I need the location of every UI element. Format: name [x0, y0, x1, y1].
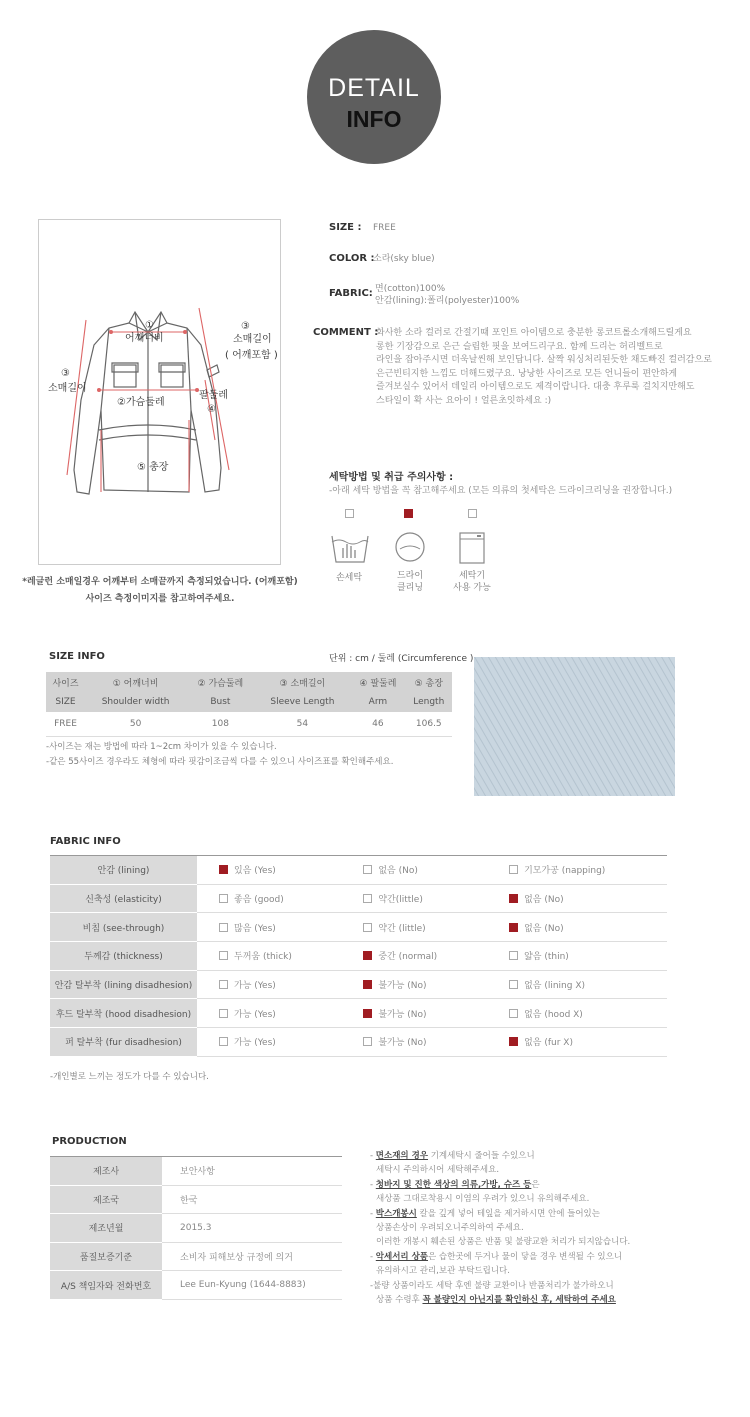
comment-line: 즐겨보실수 있어서 데일리 아이템으로도 제격이랍니다. 대충 후루룩 걸치지만해도 — [376, 382, 695, 393]
checkbox-icon — [363, 923, 372, 932]
checkbox-icon — [219, 923, 228, 932]
production-label: 제조사 — [50, 1157, 162, 1186]
production-value: 2015.3 — [162, 1214, 342, 1243]
note-text: 기계세탁시 줄어들 수있으니 — [428, 1151, 535, 1161]
fabric-info-title: FABRIC INFO — [50, 836, 121, 847]
fabric-option: 두꺼움 (thick) — [234, 952, 292, 963]
label-n4: ④ — [207, 404, 216, 415]
dry-clean-icon — [393, 530, 427, 564]
checkbox-icon — [509, 1037, 518, 1046]
machine-wash-label-1: 세탁기 — [458, 571, 486, 581]
fabric-option: 기모가공 (napping) — [524, 866, 606, 877]
size-value: FREE — [373, 223, 396, 233]
note-line: -불량 상품이라도 세탁 후엔 불량 교환이나 반품처리가 불가하오니 — [370, 1280, 614, 1291]
comment-line: 라인을 잡아주시면 더욱날씬해 보인답니다. 살짝 워싱처리된듯한 채도빠진 컬러감으로 — [376, 355, 712, 366]
fabric-row-label: 안감 (lining) — [50, 856, 197, 885]
size-info-title: SIZE INFO — [49, 651, 105, 662]
fabric-note: -개인별로 느끼는 정도가 다를 수 있습니다. — [50, 1072, 209, 1082]
machine-wash-checkbox — [468, 509, 477, 518]
checkbox-icon — [219, 1037, 228, 1046]
size-header-cell: Bust — [186, 692, 254, 712]
table-row — [50, 999, 667, 1028]
size-label: SIZE : — [329, 222, 362, 233]
size-cell: FREE — [46, 712, 85, 736]
hand-wash-icon — [329, 530, 371, 566]
table-row — [50, 1242, 342, 1271]
production-value: Lee Eun-Kyung (1644-8883) — [162, 1271, 342, 1300]
production-title: PRODUCTION — [52, 1136, 127, 1147]
table-row — [50, 942, 667, 971]
machine-wash-label-2: 사용 가능 — [453, 583, 491, 593]
checkbox-icon — [219, 894, 228, 903]
fabric-option: 없음 (No) — [524, 923, 564, 934]
fabric-line2: 안감(lining):폴리(polyester)100% — [375, 296, 520, 306]
fabric-table — [50, 855, 667, 1057]
size-table — [46, 672, 452, 737]
production-label: A/S 책임자와 전화번호 — [50, 1271, 162, 1300]
note-text: 은 — [531, 1179, 540, 1190]
fabric-option: 불가능 (No) — [378, 1009, 427, 1020]
fabric-option: 없음 (No) — [378, 866, 418, 877]
note-text: 은 습한곳에 두거나 물이 닿을 경우 변색될 수 있으니 — [428, 1251, 623, 1262]
table-row — [50, 1185, 342, 1214]
fabric-option: 없음 (hood X) — [524, 1009, 583, 1020]
label-sleeve-right: 소매길이 — [233, 334, 272, 345]
size-note-1: -사이즈는 재는 방법에 따라 1~2cm 차이가 있을 수 있습니다. — [46, 742, 277, 752]
fabric-row-label: 퍼 탈부착 (fur disadhesion) — [50, 1028, 197, 1057]
size-header-cell: Length — [406, 692, 452, 712]
label-sleeve-left: 소매길이 — [48, 383, 87, 394]
size-cell: 106.5 — [406, 712, 452, 736]
fabric-option: 가능 (Yes) — [234, 1009, 276, 1020]
measurement-illustration — [38, 219, 281, 565]
checkbox-icon — [509, 980, 518, 989]
note-line: 새상품 그대로착용시 이염의 우려가 있으니 유의해주세요. — [376, 1194, 590, 1205]
checkbox-icon — [509, 1009, 518, 1018]
checkbox-icon — [219, 951, 228, 960]
production-value: 소비자 피해보상 규정에 의거 — [162, 1242, 342, 1271]
color-label: COLOR : — [329, 253, 375, 264]
badge-line1: DETAIL — [328, 74, 420, 102]
table-row — [50, 1028, 667, 1057]
size-header-cell: ② 가슴둘레 — [186, 672, 254, 692]
checkbox-icon — [509, 951, 518, 960]
label-arm: 팔둘레 — [199, 390, 228, 401]
hand-wash-label: 손세탁 — [335, 573, 363, 583]
checkbox-icon — [219, 865, 228, 874]
note-text: - — [370, 1251, 376, 1262]
comment-line: 스타일이 확 사는 요아이 ! 얼른초잇하세요 :) — [376, 395, 552, 406]
dry-clean-label-1: 드라이 — [396, 571, 424, 581]
table-row — [50, 970, 667, 999]
note-line — [370, 1207, 630, 1221]
fabric-option: 불가능 (No) — [378, 1038, 427, 1049]
fabric-option: 가능 (Yes) — [234, 981, 276, 992]
fabric-option: 불가능 (No) — [378, 981, 427, 992]
note-line — [370, 1293, 630, 1307]
fabric-option: 약간(little) — [378, 895, 423, 906]
fabric-option: 없음 (fur X) — [524, 1038, 573, 1049]
comment-line: 은근빈티지한 느낌도 더해드렸구요. 낭낭한 사이즈로 모든 언니들이 편안하게 — [376, 368, 678, 379]
fabric-option: 얇음 (thin) — [524, 952, 569, 963]
note-line: 이러한 개봉시 훼손된 상품은 반품 및 불량교환 처리가 되지않습니다. — [376, 1237, 631, 1248]
note-text: - — [370, 1151, 376, 1161]
comment-line: 화사한 소라 컬러로 간절기때 포인트 아이템으로 충분한 롱코트롤소개해드릴게요 — [376, 328, 692, 338]
size-header-cell: 사이즈 — [46, 672, 85, 692]
care-title: 세탁방법 및 취급 주의사항 : — [329, 472, 454, 483]
checkbox-icon — [363, 894, 372, 903]
fabric-option: 없음 (No) — [524, 895, 564, 906]
comment-label: COMMENT : — [313, 327, 379, 338]
checkbox-icon — [219, 1009, 228, 1018]
dry-clean-label-2: 클리닝 — [396, 583, 424, 593]
checkbox-icon — [509, 894, 518, 903]
size-header-cell: ③ 소매길이 — [255, 672, 351, 692]
fabric-option: 있음 (Yes) — [234, 866, 276, 877]
badge-line2: INFO — [346, 106, 402, 132]
care-subtitle: -아래 세탁 방법을 꼭 참고해주세요 (모든 의류의 첫세탁은 드라이크리닝을 권장합니다.) — [329, 486, 673, 496]
fabric-row-label: 두께감 (thickness) — [50, 942, 197, 971]
size-header-en — [46, 692, 452, 712]
size-info-unit: 단위 : cm / 둘레 (Circumference ) — [329, 654, 474, 664]
note-text: 상품 수령후 — [376, 1295, 423, 1306]
comment-line: 롱한 기장감으로 은근 슬림한 핏을 보여드리구요. 함께 드리는 허리벨트로 — [376, 341, 663, 352]
note-line — [370, 1149, 630, 1163]
fabric-row-label: 후드 탈부착 (hood disadhesion) — [50, 999, 197, 1028]
washing-machine-icon — [457, 530, 487, 566]
detail-info-badge — [307, 30, 441, 164]
illustration-note-1: *레글런 소매일경우 어깨부터 소매끝까지 측정되었습니다. (어깨포함) — [22, 577, 298, 587]
label-n1: ① — [145, 320, 154, 331]
size-header-cell: ① 어깨너비 — [85, 672, 186, 692]
production-value: 보안사항 — [162, 1157, 342, 1186]
table-row — [50, 1214, 342, 1243]
fabric-row-label: 비침 (see-through) — [50, 913, 197, 942]
fabric-swatch-image — [474, 657, 675, 796]
label-shoulder: 어깨너비 — [125, 333, 164, 344]
note-emphasis: 악세서리 상품 — [375, 1251, 429, 1262]
size-header-cell: ④ 팔둘레 — [350, 672, 405, 692]
checkbox-icon — [363, 865, 372, 874]
note-text: - — [370, 1179, 376, 1190]
note-line — [370, 1178, 630, 1192]
size-cell: 54 — [255, 712, 351, 736]
checkbox-icon — [363, 1037, 372, 1046]
fabric-option: 좋음 (good) — [234, 895, 284, 906]
size-header-cell: Arm — [350, 692, 405, 712]
table-row — [50, 1271, 342, 1300]
fabric-row-label: 신축성 (elasticity) — [50, 884, 197, 913]
note-emphasis: 꼭 불량인지 아닌지를 확인하신 후, 세탁하여 주세요 — [422, 1295, 616, 1306]
table-row — [50, 856, 667, 885]
label-n3-left: ③ — [61, 368, 70, 379]
fabric-line1: 면(cotton)100% — [375, 284, 446, 294]
size-header-cell: SIZE — [46, 692, 85, 712]
table-row — [50, 913, 667, 942]
color-value: 소라(sky blue) — [373, 254, 435, 264]
note-emphasis: 박스개봉시 — [375, 1208, 417, 1219]
label-incl-shoulder: ( 어깨포함 ) — [225, 350, 278, 361]
fabric-option: 많음 (Yes) — [234, 923, 276, 934]
size-header-ko — [46, 672, 452, 692]
note-line: 유의하시고 관리,보관 부탁드립니다. — [376, 1266, 510, 1277]
production-label: 제조국 — [50, 1185, 162, 1214]
label-length: ⑤ 총장 — [137, 462, 169, 473]
checkbox-icon — [219, 980, 228, 989]
production-label: 품질보증기준 — [50, 1242, 162, 1271]
production-notes — [370, 1149, 630, 1307]
checkbox-icon — [363, 1009, 372, 1018]
comment-text — [376, 327, 716, 409]
size-cell: 50 — [85, 712, 186, 736]
size-cell: 108 — [186, 712, 254, 736]
note-text: 칼을 깊게 넣어 테잎을 제거하시면 안에 들어있는 — [416, 1208, 600, 1219]
size-header-cell: ⑤ 총장 — [406, 672, 452, 692]
label-bust: ②가슴둘레 — [117, 397, 165, 408]
size-note-2: -같은 55사이즈 경우라도 체형에 따라 핏감이조금씩 다를 수 있으니 사이즈표를 확인해주세요. — [46, 757, 394, 767]
label-n3-right: ③ — [241, 321, 250, 332]
note-line: 세탁시 주의하시어 세탁해주세요. — [376, 1165, 500, 1176]
fabric-label: FABRIC: — [329, 288, 373, 299]
note-line — [370, 1250, 630, 1264]
checkbox-icon — [509, 923, 518, 932]
production-label: 제조년월 — [50, 1214, 162, 1243]
table-row — [50, 884, 667, 913]
fabric-option: 없음 (lining X) — [524, 981, 586, 992]
dry-clean-checkbox — [404, 509, 413, 518]
fabric-row-label: 안감 탈부착 (lining disadhesion) — [50, 970, 197, 999]
checkbox-icon — [509, 865, 518, 874]
size-header-cell: Sleeve Length — [255, 692, 351, 712]
note-line: 상품손상이 우려되오니주의하여 주세요. — [376, 1223, 524, 1234]
hand-wash-checkbox — [345, 509, 354, 518]
checkbox-icon — [363, 980, 372, 989]
illustration-note-2: 사이즈 측정이미지를 참고하여주세요. — [85, 594, 235, 604]
table-row — [46, 712, 452, 736]
size-cell: 46 — [350, 712, 405, 736]
size-header-cell: Shoulder width — [85, 692, 186, 712]
fabric-option: 가능 (Yes) — [234, 1038, 276, 1049]
production-value: 한국 — [162, 1185, 342, 1214]
fabric-option: 중간 (normal) — [378, 952, 438, 963]
denim-texture — [474, 657, 675, 796]
checkbox-icon — [363, 951, 372, 960]
note-emphasis: 청바지 및 진한 색상의 의류,가방, 슈즈 등 — [375, 1179, 532, 1190]
production-table — [50, 1156, 342, 1300]
note-emphasis: 면소재의 경우 — [375, 1151, 429, 1161]
note-text: - — [370, 1208, 376, 1219]
fabric-option: 약간 (little) — [378, 923, 426, 934]
table-row — [50, 1157, 342, 1186]
